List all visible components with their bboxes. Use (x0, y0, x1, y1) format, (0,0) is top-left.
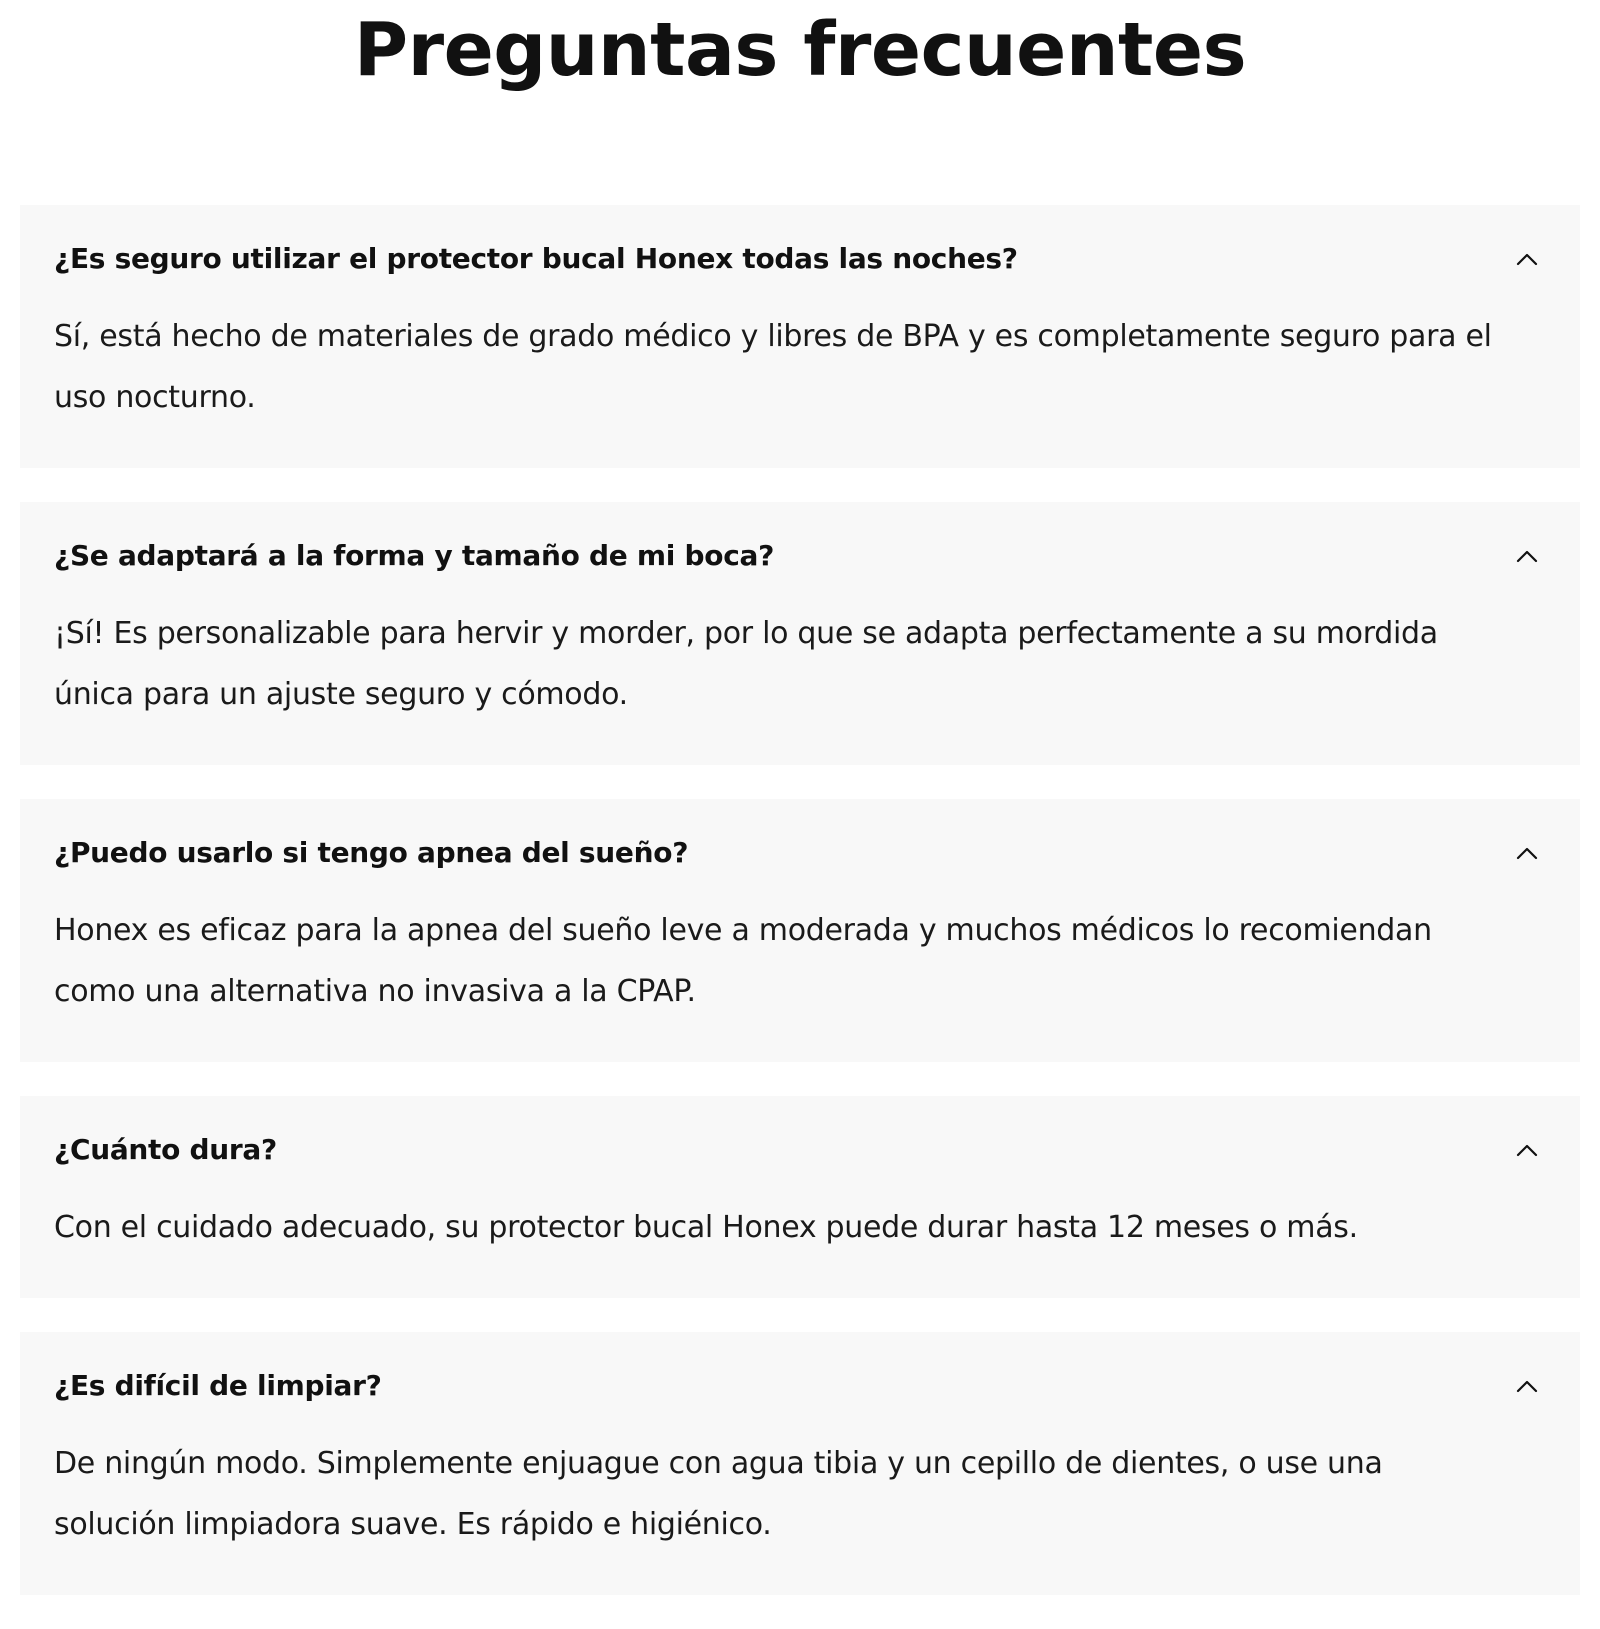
chevron-up-icon[interactable] (1512, 1371, 1542, 1401)
faq-question: ¿Cuánto dura? (54, 1133, 277, 1166)
faq-item (20, 502, 1580, 765)
faq-item (20, 799, 1580, 1062)
chevron-up-icon[interactable] (1512, 838, 1542, 868)
faq-question: ¿Se adaptará a la forma y tamaño de mi boca? (54, 539, 775, 572)
faq-answer: ¡Sí! Es personalizable para hervir y morder, por lo que se adapta perfectamente a su mordida única para un ajuste seguro y cómodo. (54, 616, 1438, 712)
faq-question-toggle[interactable] (54, 1366, 1544, 1406)
faq-item (20, 205, 1580, 468)
faq-answer: Con el cuidado adecuado, su protector bucal Honex puede durar hasta 12 meses o más. (54, 1210, 1358, 1245)
faq-question-toggle[interactable] (54, 833, 1544, 873)
page-title: Preguntas frecuentes (353, 7, 1247, 93)
faq-question-toggle[interactable] (54, 239, 1544, 279)
faq-answer: Sí, está hecho de materiales de grado médico y libres de BPA y es completamente seguro para el uso nocturno. (54, 319, 1492, 415)
faq-list (20, 205, 1580, 1629)
chevron-up-icon[interactable] (1512, 541, 1542, 571)
faq-item (20, 1332, 1580, 1595)
faq-item (20, 1096, 1580, 1298)
faq-question: ¿Puedo usarlo si tengo apnea del sueño? (54, 836, 689, 869)
faq-question-toggle[interactable] (54, 536, 1544, 576)
faq-answer: De ningún modo. Simplemente enjuague con agua tibia y un cepillo de dientes, o use una solución limpiadora suave. Es rápido e higiénico. (54, 1446, 1383, 1542)
chevron-up-icon[interactable] (1512, 1135, 1542, 1165)
chevron-up-icon[interactable] (1512, 244, 1542, 274)
faq-question-toggle[interactable] (54, 1130, 1544, 1170)
faq-answer: Honex es eficaz para la apnea del sueño leve a moderada y muchos médicos lo recomiendan como una alternativa no invasiva a la CPAP. (54, 913, 1432, 1009)
faq-question: ¿Es difícil de limpiar? (54, 1369, 382, 1402)
faq-question: ¿Es seguro utilizar el protector bucal Honex todas las noches? (54, 242, 1018, 275)
